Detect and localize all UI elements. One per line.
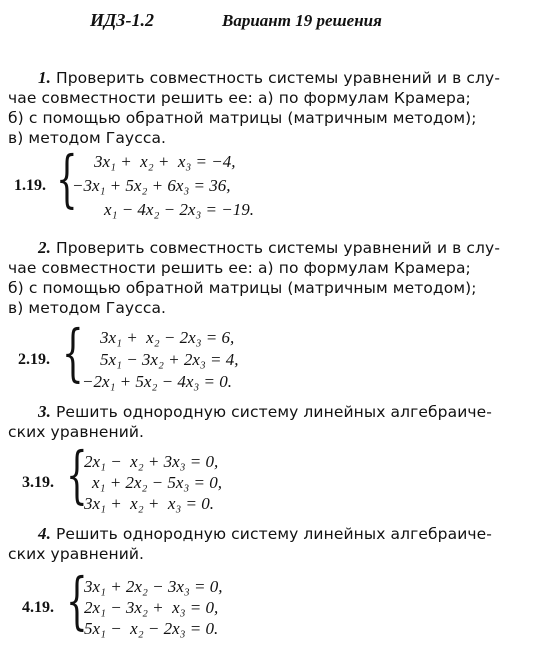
variant-title: Вариант 19 решения (222, 11, 382, 30)
equation: x₁ − 4x₂ − 2x₃ = −19. (104, 200, 255, 219)
system-label: 1.19. (14, 177, 46, 194)
task-number: 1. (38, 68, 51, 87)
left-brace-icon: { (56, 142, 78, 215)
equation: 3x₁ + x₂ + x₃ = −4, (94, 152, 236, 171)
task-line: ских уравнений. (8, 545, 145, 563)
page-header (0, 10, 538, 34)
task-line: чае совместности решить ее: а) по формулам Крамера; (8, 89, 471, 107)
task-3-text (8, 402, 532, 442)
task-line: ских уравнений. (8, 423, 145, 441)
equation: 3x₁ + x₂ + x₃ = 0. (84, 494, 215, 513)
left-brace-icon: { (66, 438, 88, 511)
page-title: ИДЗ-1.2 (90, 10, 154, 30)
task-line: Решить однородную систему линейных алгебраиче- (55, 525, 492, 543)
equation: −2x₁ + 5x₂ − 4x₃ = 0. (82, 372, 233, 391)
task-line: в) методом Гаусса. (8, 129, 167, 147)
task-line: чае совместности решить ее: а) по формулам Крамера; (8, 259, 471, 277)
equation: 3x₁ + x₂ − 2x₃ = 6, (100, 328, 235, 347)
task-number: 3. (38, 402, 51, 421)
system-label: 4.19. (22, 599, 54, 616)
equation: 3x₁ + 2x₂ − 3x₃ = 0, (84, 577, 223, 596)
task-2-text (8, 238, 532, 318)
equation: 5x₁ − x₂ − 2x₃ = 0. (84, 619, 219, 638)
task-line: б) с помощью обратной матрицы (матричным методом); (8, 279, 477, 297)
left-brace-icon: { (66, 564, 88, 637)
task-line: б) с помощью обратной матрицы (матричным методом); (8, 109, 477, 127)
task-line: в) методом Гаусса. (8, 299, 167, 317)
system-label: 2.19. (18, 351, 50, 368)
equation: 5x₁ − 3x₂ + 2x₃ = 4, (100, 350, 239, 369)
task-1-text (8, 68, 532, 148)
left-brace-icon: { (62, 316, 84, 389)
system-label: 3.19. (22, 474, 54, 491)
equation: −3x₁ + 5x₂ + 6x₃ = 36, (72, 176, 231, 195)
task-number: 4. (38, 524, 51, 543)
task-line: Решить однородную систему линейных алгебраиче- (55, 403, 492, 421)
task-line: Проверить совместность системы уравнений и в слу- (55, 239, 501, 257)
equation: 2x₁ − x₂ + 3x₃ = 0, (84, 452, 219, 471)
equation: x₁ + 2x₂ − 5x₃ = 0, (92, 473, 223, 492)
task-4-text (8, 524, 532, 564)
equation: 2x₁ − 3x₂ + x₃ = 0, (84, 598, 219, 617)
task-line: Проверить совместность системы уравнений и в слу- (55, 69, 501, 87)
task-number: 2. (38, 238, 51, 257)
